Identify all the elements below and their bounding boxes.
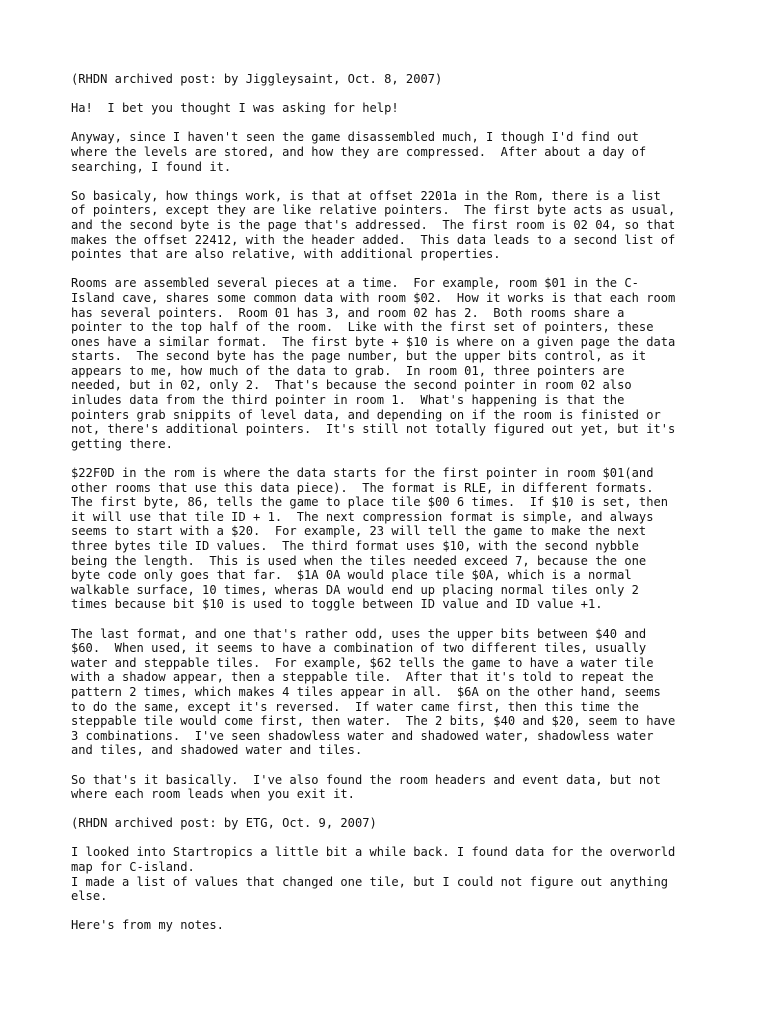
paragraph-pointers: So basicaly, how things work, is that at offset 2201a in the Rom, there is a list of pointers, except they are like relative pointers. The first byte acts as usual, and the second byte is the page that's addressed. The first room is 02 04, so that makes the offset 22412, with the header added. This data leads to a second list of pointes that are also relative, with additional properties.: [71, 188, 676, 262]
document-page: [71, 72, 711, 948]
paragraph-rooms: Rooms are assembled several pieces at a time. For example, room $01 in the C- Island cave, shares some common data with room $02. How it works is that each room has several pointers. Room 01 has 3, and room 02 has 2. Both rooms share a pointer to the top half of the room. Like with the first set of pointers, these ones have a similar format. The first byte + $10 is where on a given page the data starts. The second byte has the page number, but the upper bits control, as it appears to me, how much of the data to grab. In room 01, three pointers are needed, but in 02, only 2. That's because the second pointer in room 02 also inludes data from the third pointer in room 1. What's happening is that the pointers grab snippits of level data, and depending on if the room is finisted or not, there's additional pointers. It's still not totally figured out yet, but it's getting there.: [71, 276, 676, 451]
post-header-etg: (RHDN archived post: by ETG, Oct. 9, 2007): [71, 816, 377, 831]
paragraph-last-format: The last format, and one that's rather odd, uses the upper bits between $40 and $60. When used, it seems to have a combination of two different tiles, usually water and steppable tiles. For example, $62 tells the game to have a water tile with a shadow appear, then a steppable tile. After that it's told to repeat the pattern 2 times, which makes 4 tiles appear in all. $6A on the other hand, seems to do the same, except it's reversed. If water came first, then this time the steppable tile would come first, then water. The 2 bits, $40 and $20, seem to have 3 combinations. I've seen shadowless water and shadowed water, shadowless water and tiles, and shadowed water and tiles.: [71, 626, 676, 758]
paragraph-closing: Here's from my notes.: [71, 918, 224, 933]
paragraph-intro: Ha! I bet you thought I was asking for help!: [71, 101, 399, 116]
post-header-jiggleysaint: (RHDN archived post: by Jiggleysaint, Oct. 8, 2007): [71, 72, 443, 86]
paragraph-summary: So that's it basically. I've also found the room headers and event data, but not where each room leads when you exit it.: [71, 772, 661, 802]
paragraph-etg-notes: I looked into Startropics a little bit a while back. I found data for the overworld map for C-island. I made a list of values that changed one tile, but I could not figure out anything else.: [71, 845, 676, 904]
paragraph-rle-format: $22F0D in the rom is where the data starts for the first pointer in room $01(and other rooms that use this data piece). The format is RLE, in different formats. The first byte, 86, tells the game to place tile $00 6 times. If $10 is set, then it will use that tile ID + 1. The next compression format is simple, and always seems to start with a $20. For example, 23 will tell the game to make the next three bytes tile ID values. The third format uses $10, with the second nybble being the length. This is used when the tiles needed exceed 7, because the one byte code only goes that far. $1A 0A would place tile $0A, which is a normal walkable surface, 10 times, wheras DA would end up placing normal tiles only 2 times because bit $10 is used to toggle between ID value and ID value +1.: [71, 466, 669, 612]
paragraph-anyway: Anyway, since I haven't seen the game disassembled much, I though I'd find out where the levels are stored, and how they are compressed. After about a day of searching, I found it.: [71, 130, 647, 174]
